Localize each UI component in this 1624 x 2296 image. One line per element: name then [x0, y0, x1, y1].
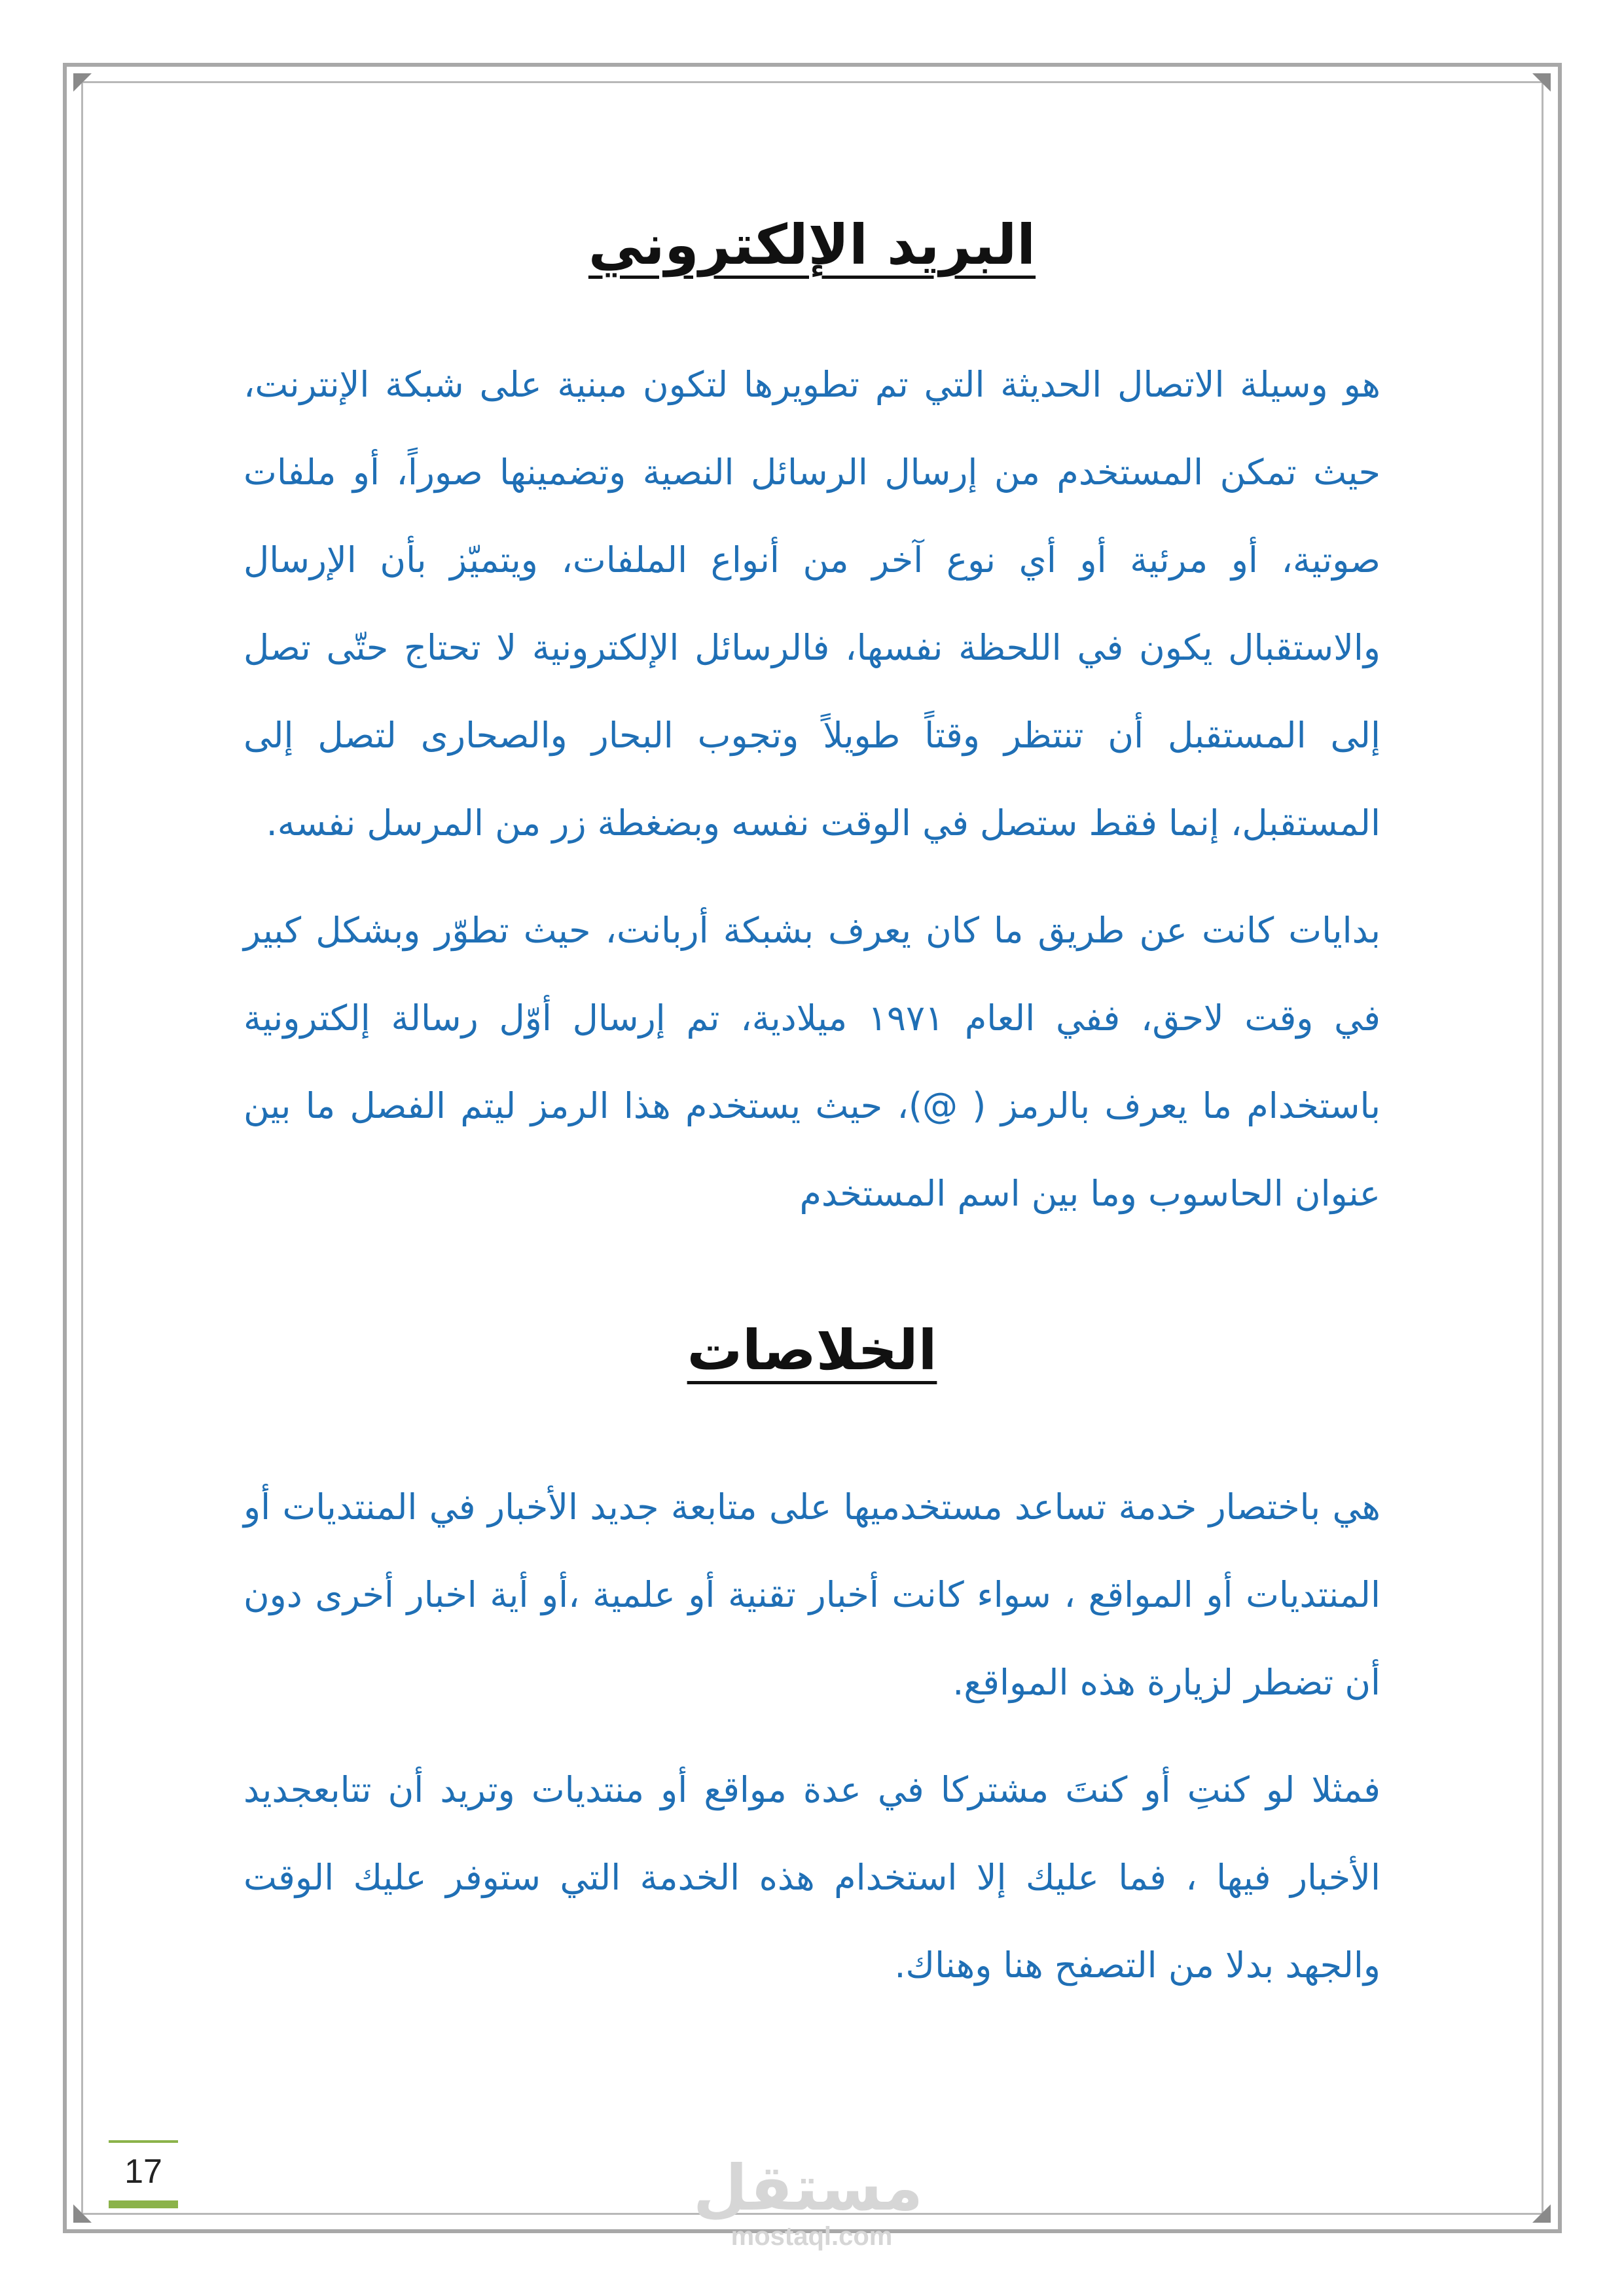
watermark-logo: مستقل: [693, 2151, 923, 2225]
paragraph-feeds-definition: هي باختصار خدمة تساعد مستخدميها على متابعة جديد الأخبار في المنتديات أو المنتديات أو المواقع ، سواء كانت أخبار تقنية أو علمية ،أو أية اخبار أخرى دون أن تضطر لزيارة هذه المواقع.: [244, 1486, 1380, 1704]
section-heading-feeds: الخلاصات: [687, 1318, 937, 1383]
page-number-box: [109, 2140, 178, 2208]
frame-corner-top-left: [73, 73, 92, 92]
frame-corner-top-right: [1532, 73, 1551, 92]
page-number: 17: [124, 2153, 162, 2191]
watermark-url: mostaql.com: [731, 2222, 893, 2251]
document-body: [244, 209, 1380, 2029]
paragraph-feeds-example: فمثلا لو كنتِ أو كنتَ مشتركا في عدة مواقع أو منتديات وتريد أن تتابعجديد الأخبار فيها ، فما عليك إلا استخدام هذه الخدمة التي ستوفر عليك الوقت والجهد بدلا من التصفح هنا وهناك.: [244, 1769, 1380, 1986]
paragraph-email-definition: هو وسيلة الاتصال الحديثة التي تم تطويرها لتكون مبنية على شبكة الإنترنت، حيث تمكن المستخدم من إرسال الرسائل النصية وتضمينها صوراً، أو ملفات صوتية، أو مرئية أو أي نوع آخر من أنواع الملفات، ويتميّز بأن الإرسال والاستقبال يكون في اللحظة نفسها، فالرسائل الإلكترونية لا تحتاج حتّى تصل إلى المستقبل أن تنتظر وقتاً طويلاً وتجوب البحار والصحارى لتصل إلى المستقبل، إنما فقط ستصل في الوقت نفسه وبضغطة زر من المرسل نفسه.: [244, 364, 1380, 844]
paragraph-email-history: بدايات كانت عن طريق ما كان يعرف بشبكة أربانت، حيث تطوّر وبشكل كبير في وقت لاحق، ففي العام ١٩٧١ ميلادية، تم إرسال أوّل رسالة إلكترونية باستخدام ما يعرف بالرمز ( @)، حيث يستخدم هذا الرمز ليتم الفصل ما بين عنوان الحاسوب وما بين اسم المستخدم: [244, 910, 1380, 1215]
frame-corner-bottom-left: [73, 2204, 92, 2223]
watermark: [693, 2151, 923, 2251]
frame-corner-bottom-right: [1532, 2204, 1551, 2223]
section-heading-email: البريد الإلكتروني: [588, 213, 1036, 277]
